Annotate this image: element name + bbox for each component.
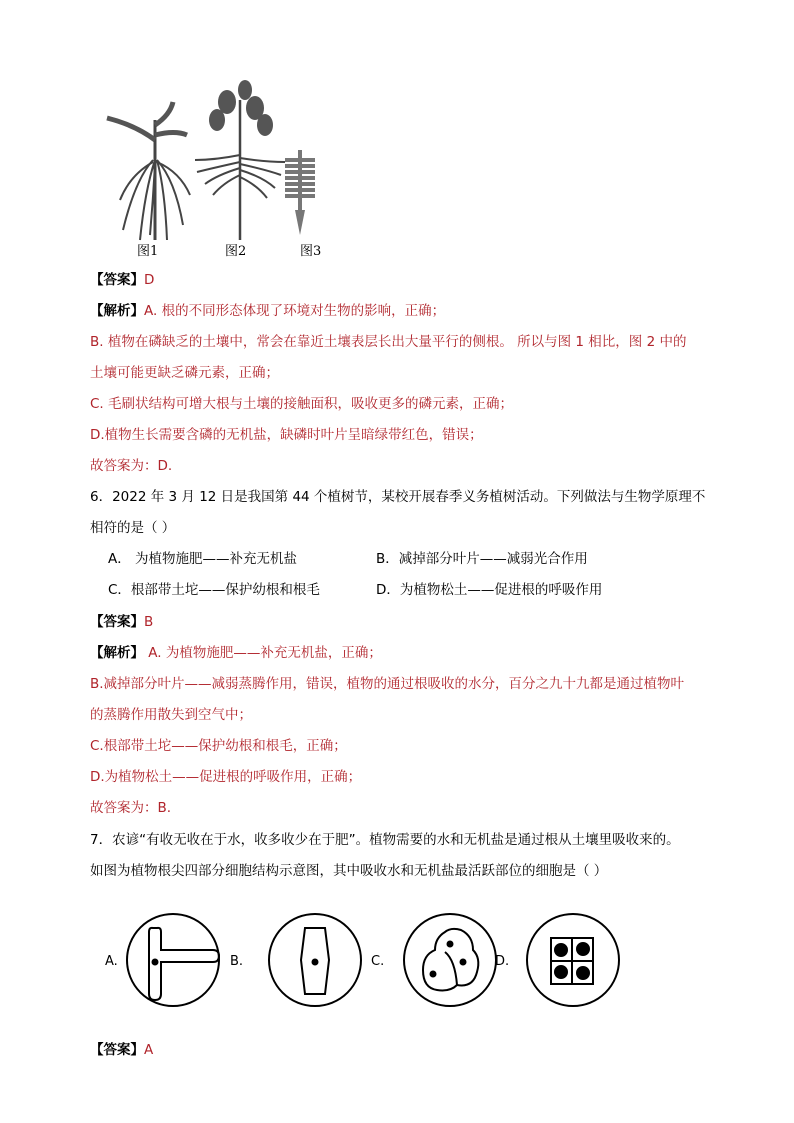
root-figures	[95, 80, 355, 265]
answer-tag: 【答案】	[90, 272, 144, 288]
q6-option-c: C．根部带土坨——保护幼根和根毛	[108, 582, 320, 598]
cell-label-a: A.	[105, 954, 118, 969]
meristem-cells-d	[527, 914, 619, 1006]
analysis-text: A. 为植物施肥——补充无机盐，正确；	[144, 645, 382, 661]
figure-1-caption: 图1	[137, 244, 159, 259]
analysis-tag: 【解析】	[90, 645, 144, 661]
answer-tag: 【答案】	[90, 614, 144, 630]
q5-answer-value: D	[144, 272, 155, 288]
plant-1-illustration	[107, 102, 190, 240]
q6-analysis-line-0	[90, 643, 382, 663]
q6-conclusion: 故答案为：B.	[90, 800, 172, 816]
q5-conclusion: 故答案为：D.	[90, 458, 173, 474]
q6-answer-line	[90, 612, 153, 632]
q5-analysis-line-3: C. 毛刷状结构可增大根与土壤的接触面积，吸收更多的磷元素，正确；	[90, 396, 514, 412]
rounded-cells-c	[404, 914, 496, 1006]
q6-option-d: D．为植物松土——促进根的呼吸作用	[376, 582, 603, 598]
cell-diagram-svg	[105, 910, 625, 1010]
cell-label-b: B.	[230, 954, 244, 969]
q7-answer-line	[90, 1040, 153, 1060]
q5-analysis-line-2: 土壤可能更缺乏磷元素，正确；	[90, 365, 279, 381]
figure-2-caption: 图2	[225, 244, 247, 259]
analysis-tag: 【解析】	[90, 303, 144, 319]
q6-stem-line-2: 相符的是（ ）	[90, 520, 176, 536]
root-hair-cell-a	[127, 914, 219, 1006]
elongation-cell-b	[269, 914, 361, 1006]
q7-stem-line-2: 如图为植物根尖四部分细胞结构示意图，其中吸收水和无机盐最活跃部位的细胞是（ ）	[90, 863, 608, 879]
q6-option-a: A． 为植物施肥——补充无机盐	[108, 551, 298, 567]
q6-analysis-line-2: 的蒸腾作用散失到空气中；	[90, 707, 252, 723]
q5-analysis-line-0	[90, 301, 445, 321]
figure-3-caption: 图3	[300, 244, 322, 259]
analysis-text: A. 根的不同形态体现了环境对生物的影响，正确；	[144, 303, 446, 319]
q5-analysis-line-1: B. 植物在磷缺乏的土壤中，常会在靠近土壤表层长出大量平行的侧根。 所以与图 1 相比，图 2 中的	[90, 334, 687, 350]
q6-answer-value: B	[144, 614, 154, 630]
answer-tag: 【答案】	[90, 1042, 144, 1058]
q6-analysis-line-3: C.根部带土坨——保护幼根和根毛，正确；	[90, 738, 347, 754]
plant-root-illustrations	[95, 80, 355, 265]
q6-analysis-line-4: D.为植物松土——促进根的呼吸作用，正确；	[90, 769, 362, 785]
q7-answer-value: A	[144, 1042, 154, 1058]
root-3-illustration	[285, 150, 315, 235]
q5-answer-line	[90, 270, 154, 290]
q6-stem-line-1: 6．2022 年 3 月 12 日是我国第 44 个植树节，某校开展春季义务植树活动。下列做法与生物学原理不	[90, 489, 706, 505]
q7-stem-line-1: 7．农谚“有收无收在于水，收多收少在于肥”。植物需要的水和无机盐是通过根从土壤里吸收来的。	[90, 832, 680, 848]
plant-2-illustration	[195, 80, 285, 240]
cell-diagrams	[105, 910, 625, 1010]
cell-label-d: D.	[495, 954, 510, 969]
q5-analysis-line-4: D.植物生长需要含磷的无机盐，缺磷时叶片呈暗绿带红色，错误；	[90, 427, 483, 443]
q6-option-b: B．减掉部分叶片——减弱光合作用	[376, 551, 588, 567]
cell-label-c: C.	[371, 954, 385, 969]
q6-analysis-line-1: B.减掉部分叶片——减弱蒸腾作用，错误，植物的通过根吸收的水分，百分之九十九都是通过植物叶	[90, 676, 685, 692]
